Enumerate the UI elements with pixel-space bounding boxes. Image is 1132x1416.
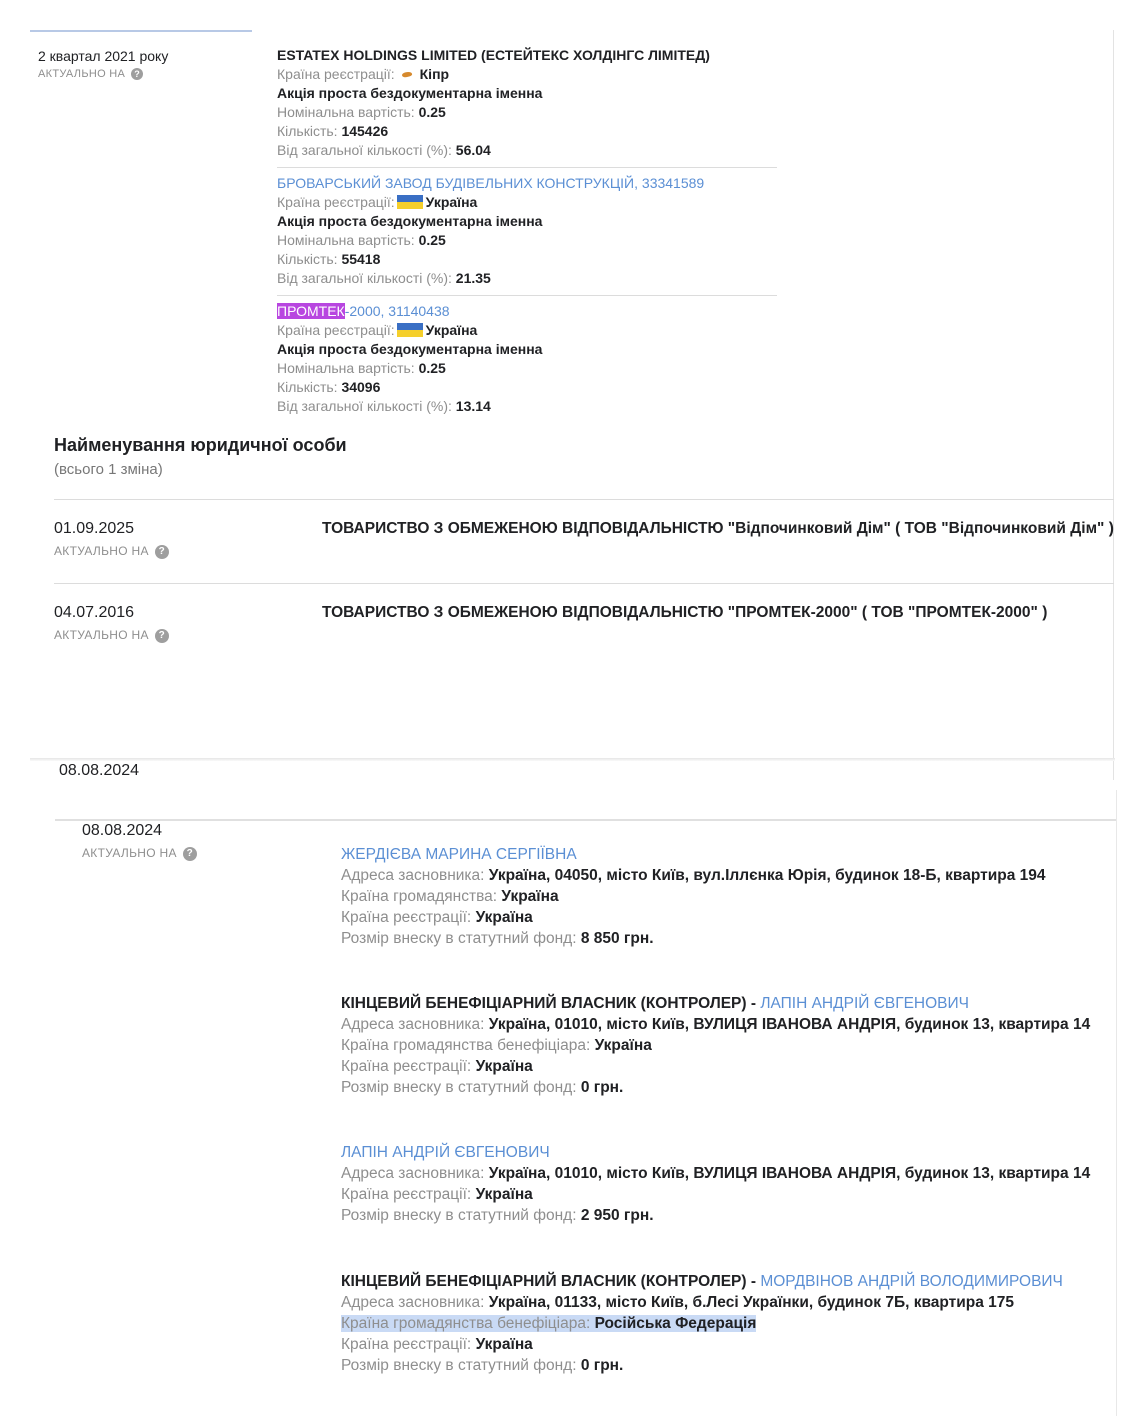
right-border	[1116, 790, 1117, 1416]
legal-name: ТОВАРИСТВО З ОБМЕЖЕНОЮ ВІДПОВІДАЛЬНІСТЮ "ПРОМТЕК-2000" ( ТОВ "ПРОМТЕК-2000" )	[322, 604, 1048, 621]
founder-entry: ЛАПІН АНДРІЙ ЄВГЕНОВИЧ Адреса засновника: Україна, 01010, місто Київ, ВУЛИЦЯ ІВАНОВА АНДРІЯ, будинок 13, квартира 14 Країна реєстрації: Україна Розмір внеску в статутний фонд: 2 950 грн.	[341, 1144, 1091, 1224]
founder-entry: ЖЕРДІЄВА МАРИНА СЕРГІЇВНА Адреса засновника: Україна, 04050, місто Київ, вул.Іллєнка Юрія, будинок 18-Б, квартира 194 Країна громадянства: Україна Країна реєстрації: Україна Розмір внеску в статутний фонд: 8 850 грн.	[341, 846, 1046, 947]
founders-date: 08.08.2024	[82, 822, 163, 839]
aktualno-label: АКТУАЛЬНО НА ?	[82, 846, 197, 861]
founder-link[interactable]: ЖЕРДІЄВА МАРИНА СЕРГІЇВНА	[341, 846, 577, 863]
aktualno-label: АКТУАЛЬНО НА ?	[54, 544, 169, 559]
ukraine-flag-icon	[397, 195, 423, 209]
founders-date-header: 08.08.2024	[59, 762, 140, 779]
period-label: 2 квартал 2021 року	[38, 48, 169, 64]
cyprus-flag-icon	[397, 68, 417, 81]
top-divider	[30, 30, 252, 32]
right-border	[1113, 30, 1114, 780]
section-title: Найменування юридичної особи	[54, 435, 347, 455]
divider	[277, 167, 777, 168]
name-row	[54, 604, 1114, 654]
founder-entry: КІНЦЕВИЙ БЕНЕФІЦІАРНИЙ ВЛАСНИК (КОНТРОЛЕР) - ЛАПІН АНДРІЙ ЄВГЕНОВИЧ Адреса засновника: Україна, 01010, місто Київ, ВУЛИЦЯ ІВАНОВА АНДРІЯ, будинок 13, квартира 14 Країна громадянства бенефіціара: Україна Країна реєстрації: Україна Розмір внеску в статутний фонд: 0 грн.	[341, 995, 1091, 1096]
row-date: 01.09.2025	[54, 520, 135, 537]
shareholder-name: ESTATEX HOLDINGS LIMITED (ЕСТЕЙТЕКС ХОЛДІНГС ЛІМІТЕД)	[277, 47, 710, 63]
share-type: Акція проста бездокументарна іменна	[277, 85, 543, 101]
shareholder-item: ПРОМТЕК-2000, 31140438 Країна реєстрації: Україна Акція проста бездокументарна іменна Номінальна вартість: 0.25 Кількість: 34096 Від загальної кількості (%): 13.14	[277, 303, 543, 414]
help-icon[interactable]: ?	[183, 847, 197, 861]
ukraine-flag-icon	[397, 323, 423, 337]
shareholder-item: БРОВАРСЬКИЙ ЗАВОД БУДІВЕЛЬНИХ КОНСТРУКЦІЙ, 33341589 Країна реєстрації: Україна Акція проста бездокументарна іменна Номінальна вартість: 0.25 Кількість: 55418 Від загальної кількості (%): 21.35	[277, 175, 705, 286]
founder-link[interactable]: ЛАПІН АНДРІЙ ЄВГЕНОВИЧ	[760, 995, 969, 1012]
shareholder-link[interactable]: ПРОМТЕК-2000, 31140438	[277, 303, 450, 319]
legal-name: ТОВАРИСТВО З ОБМЕЖЕНОЮ ВІДПОВІДАЛЬНІСТЮ "Відпочинковий Дім" ( ТОВ "Відпочинковий Дім" )	[322, 520, 1114, 537]
help-icon[interactable]: ?	[131, 68, 143, 80]
section-subtitle: (всього 1 зміна)	[54, 461, 163, 478]
founder-link[interactable]: ЛАПІН АНДРІЙ ЄВГЕНОВИЧ	[341, 1144, 550, 1161]
shareholder-link[interactable]: БРОВАРСЬКИЙ ЗАВОД БУДІВЕЛЬНИХ КОНСТРУКЦІЙ, 33341589	[277, 175, 705, 191]
divider	[54, 583, 1114, 584]
founders-panel-border	[55, 819, 1117, 821]
share-type: Акція проста бездокументарна іменна	[277, 341, 543, 357]
shareholder-item: ESTATEX HOLDINGS LIMITED (ЕСТЕЙТЕКС ХОЛДІНГС ЛІМІТЕД) Країна реєстрації: Кіпр Акція проста бездокументарна іменна Номінальна вартість: 0.25 Кількість: 145426 Від загальної кількості (%): 56.04	[277, 47, 710, 158]
name-row	[54, 520, 1114, 570]
divider	[277, 295, 777, 296]
help-icon[interactable]: ?	[155, 545, 169, 559]
row-date: 04.07.2016	[54, 604, 135, 621]
section-edge	[30, 758, 1115, 761]
aktualno-label: АКТУАЛЬНО НА ?	[38, 68, 143, 80]
divider	[54, 499, 1114, 500]
founder-link[interactable]: МОРДВІНОВ АНДРІЙ ВОЛОДИМИРОВИЧ	[760, 1273, 1063, 1290]
share-type: Акція проста бездокументарна іменна	[277, 213, 543, 229]
aktualno-label: АКТУАЛЬНО НА ?	[54, 628, 169, 643]
founder-entry: КІНЦЕВИЙ БЕНЕФІЦІАРНИЙ ВЛАСНИК (КОНТРОЛЕР) - МОРДВІНОВ АНДРІЙ ВОЛОДИМИРОВИЧ Адреса засновника: Україна, 01133, місто Київ, б.Лесі Українки, будинок 7Б, квартира 175 Країна громадянства бенефіціара: Російська Федерація Країна реєстрації: Україна Розмір внеску в статутний фонд: 0 грн.	[341, 1273, 1063, 1374]
help-icon[interactable]: ?	[155, 629, 169, 643]
